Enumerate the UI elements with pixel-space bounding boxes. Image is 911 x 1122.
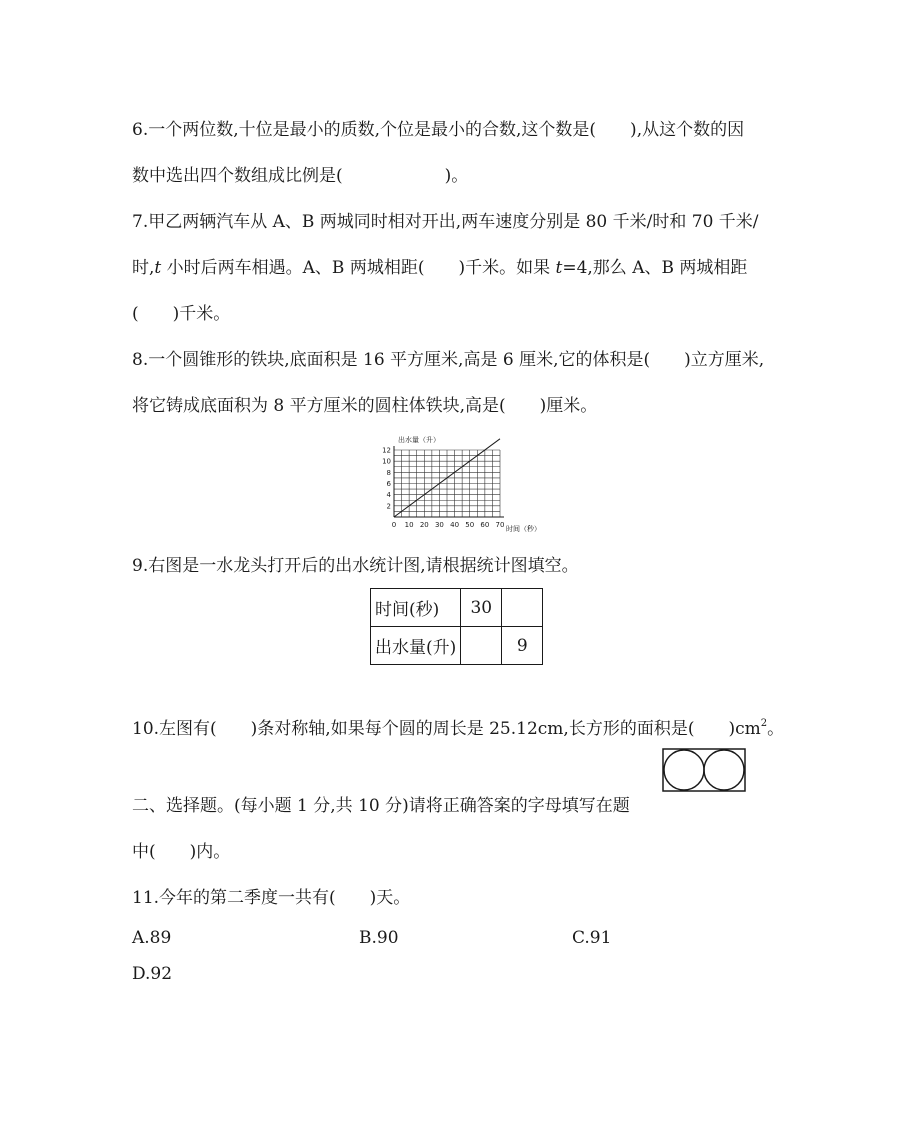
table-cell-time-1: 30 xyxy=(461,589,502,627)
q7-line-2-c: =4,那么 A、B 两城相距 xyxy=(562,258,748,278)
q8-line-1: 8.一个圆锥形的铁块,底面积是 16 平方厘米,高是 6 厘米,它的体积是( )立方厘米, xyxy=(132,350,765,370)
q11-option-c: C.91 xyxy=(572,928,612,948)
q7-line-1: 7.甲乙两辆汽车从 A、B 两城同时相对开出,两车速度分别是 80 千米/时和 70 千米/ xyxy=(132,212,759,232)
q10-text-main: 10.左图有( )条对称轴,如果每个圆的周长是 25.12cm,长方形的面积是( )cm xyxy=(132,719,761,739)
table-row xyxy=(371,589,543,627)
y-axis-label: 出水量（升） xyxy=(398,436,440,444)
section2-line-2: 中( )内。 xyxy=(132,842,231,862)
y-tick-label: 4 xyxy=(386,491,391,500)
table-cell-water-1 xyxy=(461,627,502,665)
q7-line-2 xyxy=(132,256,747,280)
x-tick-label: 30 xyxy=(434,521,444,529)
x-tick-label: 60 xyxy=(480,521,490,529)
q7-variable-t-2: t xyxy=(555,258,563,278)
y-tick-label: 10 xyxy=(382,457,391,466)
q10-text-end: 。 xyxy=(767,719,785,739)
q7-variable-t: t xyxy=(154,258,162,278)
y-tick-label: 2 xyxy=(386,502,391,511)
x-tick-label: 20 xyxy=(419,521,429,529)
q11-option-b: B.90 xyxy=(359,928,399,948)
q11-option-a: A.89 xyxy=(132,928,172,948)
water-output-chart xyxy=(380,432,580,542)
rectangle-two-circles-figure xyxy=(662,748,748,794)
q6-line-2: 数中选出四个数组成比例是( )。 xyxy=(132,166,469,186)
circle-left xyxy=(664,750,704,790)
table-cell-time-2 xyxy=(502,589,543,627)
q11-text: 11.今年的第二季度一共有( )天。 xyxy=(132,888,411,908)
table-cell-water-label: 出水量(升) xyxy=(371,627,461,665)
x-tick-label: 40 xyxy=(450,521,460,529)
x-tick-label: 50 xyxy=(465,521,475,529)
q10-text xyxy=(132,712,784,741)
y-tick-label: 6 xyxy=(386,480,391,488)
q7-line-2-b: 小时后两车相遇。A、B 两城相距( )千米。如果 xyxy=(161,258,556,278)
chart-grid xyxy=(394,450,500,517)
table-row xyxy=(371,627,543,665)
x-tick-label: 0 xyxy=(391,521,397,529)
q7-line-3: ( )千米。 xyxy=(132,304,231,324)
q8-line-2: 将它铸成底面积为 8 平方厘米的圆柱体铁块,高是( )厘米。 xyxy=(132,396,598,416)
circle-right xyxy=(704,750,744,790)
x-tick-label: 70 xyxy=(495,521,505,529)
table-cell-time-label: 时间(秒) xyxy=(371,589,461,627)
q10-superscript: 2 xyxy=(760,718,768,729)
q9-text: 9.右图是一水龙头打开后的出水统计图,请根据统计图填空。 xyxy=(132,556,579,576)
x-tick-label: 10 xyxy=(404,521,414,529)
x-axis-label: 时间（秒） xyxy=(506,525,541,533)
q11-option-d: D.92 xyxy=(132,964,173,984)
q9-table xyxy=(370,588,543,665)
section2-line-1: 二、选择题。(每小题 1 分,共 10 分)请将正确答案的字母填写在题 xyxy=(132,796,630,816)
q6-line-1: 6.一个两位数,十位是最小的质数,个位是最小的合数,这个数是( ),从这个数的因 xyxy=(132,120,745,140)
q7-line-2-a: 时, xyxy=(132,258,155,278)
chart-axes xyxy=(394,446,504,517)
y-tick-label: 8 xyxy=(386,468,391,477)
table-cell-water-2: 9 xyxy=(502,627,543,665)
y-tick-label: 12 xyxy=(382,446,391,455)
